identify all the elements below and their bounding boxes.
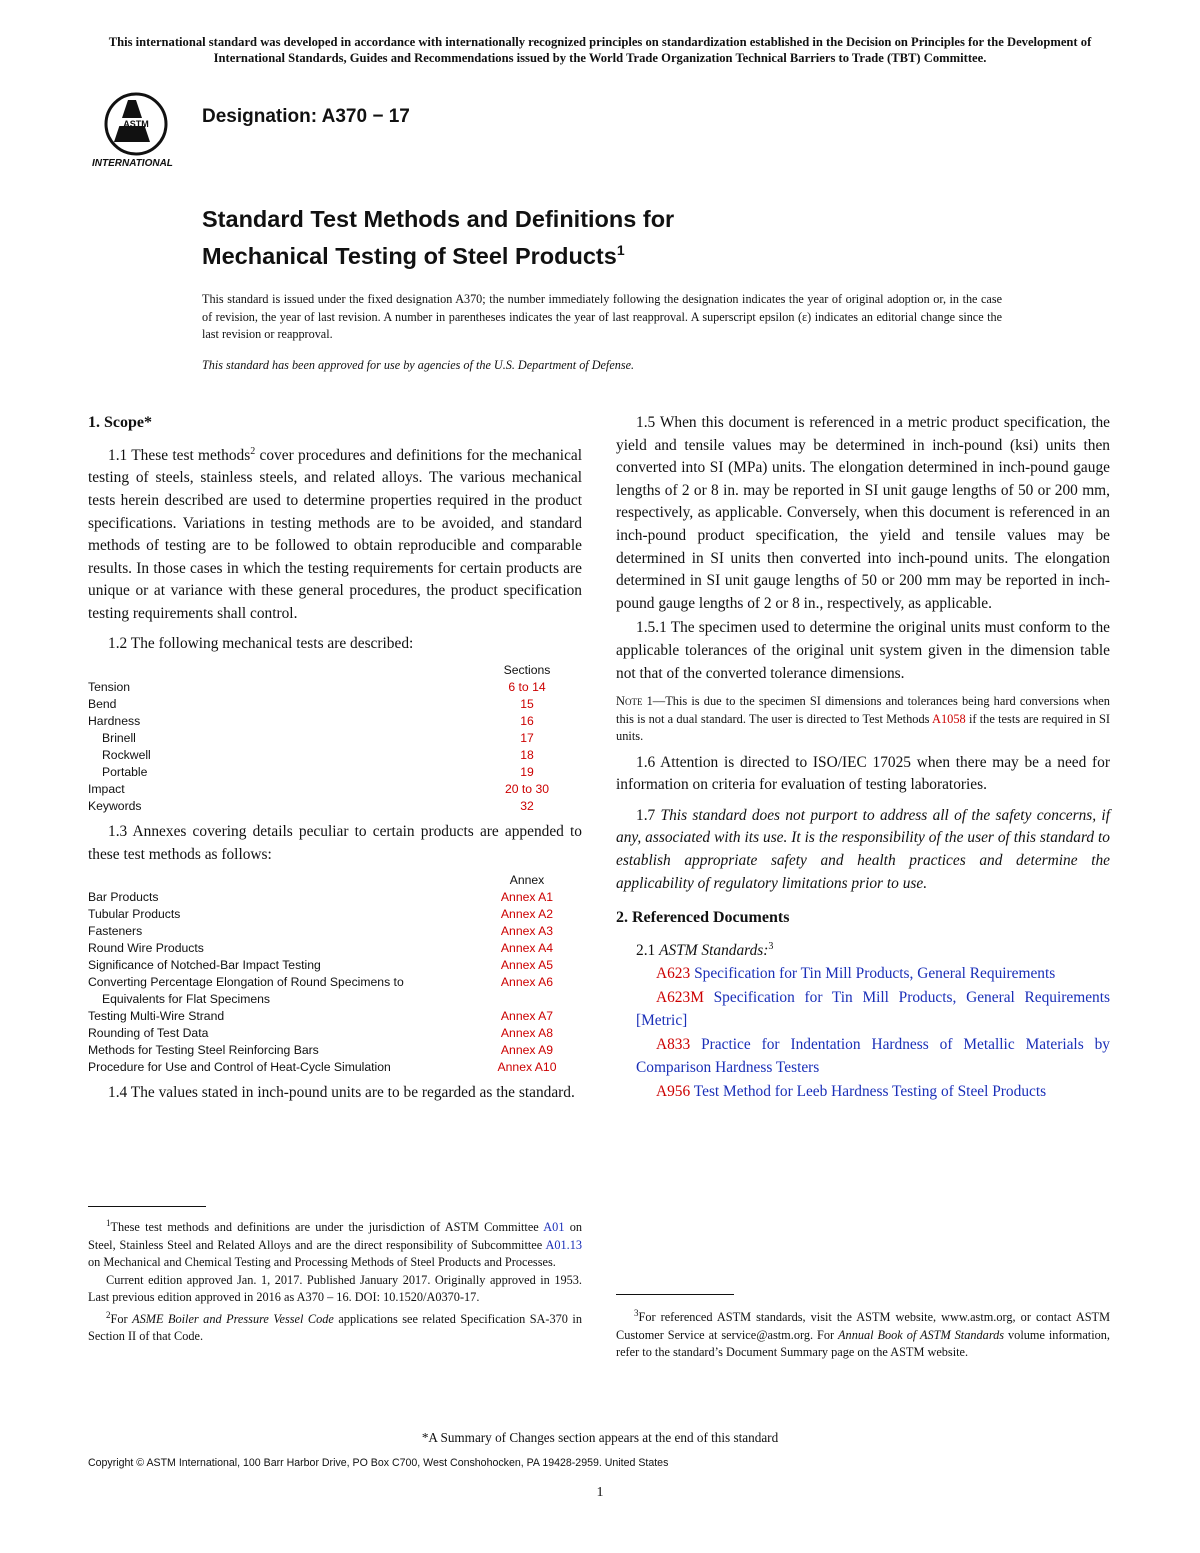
note-1: Note 1—This is due to the specimen SI dimensions and tolerances being hard conversions when this is not a dual standard. The user is directed to Test Methods A1058 if the tests are required in SI units. <box>616 694 1110 744</box>
footnotes-left <box>88 1206 582 1346</box>
annex-row <box>88 957 582 974</box>
annex-row <box>88 1008 582 1025</box>
reference-code-link[interactable]: A623 <box>656 964 691 982</box>
para-1-5-1: 1.5.1 The specimen used to determine the original units must conform to the applicable tolerances of the original unit system given in the dimension table not that of the converted tolerance dimensions. <box>616 619 1110 682</box>
reference-item <box>616 987 1110 1032</box>
annex-row <box>88 889 582 906</box>
para-1-4: 1.4 The values stated in inch-pound units are to be regarded as the standard. <box>108 1084 575 1102</box>
test-label: Rockwell <box>102 748 151 763</box>
approval-note: This standard has been approved for use by agencies of the U.S. Department of Defense. <box>202 358 635 372</box>
tests-header: Sections <box>503 663 551 678</box>
annex-row <box>88 906 582 923</box>
footnote-1: $^1$These test methods and definitions are under the jurisdiction of ASTM Committee A01 on Steel, Stainless Steel and Related Alloys and are the direct responsibility of Subcommittee A01.13 on Mechanical and Chemical Testing and Processing Methods of Steel Products and Processes. <box>88 1218 582 1270</box>
footnote-2: $^2$For ASME Boiler and Pressure Vessel Code applications see related Specification SA-370 in Section II of that Code. <box>88 1309 582 1344</box>
annex-label: Equivalents for Flat Specimens <box>102 992 270 1007</box>
link-a01-13[interactable]: A01.13 <box>545 1237 582 1252</box>
reference-code-link[interactable]: A623M <box>656 989 704 1007</box>
test-label: Impact <box>88 782 125 797</box>
designation: Designation: A370 − 17 <box>202 106 410 127</box>
left-column <box>88 412 582 1105</box>
test-section-link[interactable]: 17 <box>520 731 534 746</box>
title-line-2: Mechanical Testing of Steel Products <box>202 242 617 269</box>
test-label: Hardness <box>88 714 141 729</box>
astm-logo <box>90 90 190 170</box>
issue-note: This standard is issued under the fixed designation A370; the number immediately following the designation indicates the year of original adoption or, in the case of revision, the year of last revision. A number in parentheses indicates the year of last reapproval. A superscript epsilon (ε) indicates an editorial change since the last revision or reapproval. <box>202 292 1002 341</box>
test-section-link[interactable]: 19 <box>520 765 534 780</box>
annex-label: Significance of Notched-Bar Impact Testing <box>88 958 321 973</box>
tests-row <box>88 781 582 798</box>
summary-note: *A Summary of Changes section appears at the end of this standard <box>421 1430 779 1445</box>
reference-title-link[interactable]: Specification for Tin Mill Products, General Requirements <box>694 964 1056 982</box>
scope-heading: 1. Scope* <box>88 414 152 431</box>
annex-link[interactable]: Annex A4 <box>500 941 554 956</box>
reference-title-link[interactable]: Practice for Indentation Hardness of Metallic Materials by Comparison Hardness Testers <box>636 1036 1110 1076</box>
test-section-link[interactable]: 32 <box>520 799 534 814</box>
annex-table <box>88 872 582 1076</box>
annex-link[interactable]: Annex A1 <box>500 890 554 905</box>
para-1-6: 1.6 Attention is directed to ISO/IEC 17025 when there may be a need for information on criteria for evaluation of testing laboratories. <box>616 753 1110 794</box>
annex-label: Converting Percentage Elongation of Round Specimens to <box>88 975 404 990</box>
document-title <box>202 204 674 272</box>
reference-item <box>616 1081 1110 1104</box>
annex-label: Round Wire Products <box>88 941 204 956</box>
test-label: Keywords <box>88 799 142 814</box>
top-notice: This international standard was developed in accordance with internationally recognized principles on standardization established in the Decision on Principles for the Development of International Standards, Guides and Recommendations issued by the World Trade Organization Technical Barriers to Trade (TBT) Committee. <box>108 35 1092 65</box>
footnote-ref-3[interactable]: 3 <box>768 940 774 952</box>
tests-row <box>88 798 582 815</box>
annex-label: Fasteners <box>88 924 143 939</box>
test-section-link[interactable]: 16 <box>520 714 534 729</box>
annex-link[interactable]: Annex A5 <box>500 958 554 973</box>
annex-link[interactable]: Annex A9 <box>500 1043 554 1058</box>
link-a1058[interactable]: A1058 <box>932 711 966 726</box>
footnote-1-edition: Current edition approved Jan. 1, 2017. Published January 2017. Originally approved in 1953. Last previous edition approved in 2016 as A370 – 16. DOI: 10.1520/A0370-17. <box>88 1272 582 1305</box>
footnotes-right <box>616 1294 1110 1362</box>
reference-item <box>616 963 1110 986</box>
tests-row <box>88 764 582 781</box>
annex-label: Bar Products <box>88 890 159 905</box>
copyright: Copyright © ASTM International, 100 Barr Harbor Drive, PO Box C700, West Conshohocken, PA 19428-2959. United States <box>88 1457 669 1469</box>
annex-label: Procedure for Use and Control of Heat-Cycle Simulation <box>88 1060 391 1075</box>
reference-code-link[interactable]: A956 <box>656 1083 691 1101</box>
test-section-link[interactable]: 6 to 14 <box>508 680 546 695</box>
annex-header: Annex <box>509 873 545 888</box>
test-section-link[interactable]: 18 <box>520 748 534 763</box>
tests-row <box>88 730 582 747</box>
logo-letters: ASTM <box>123 119 149 129</box>
annex-link[interactable]: Annex A7 <box>500 1009 554 1024</box>
test-label: Bend <box>88 697 117 712</box>
annex-link[interactable]: Annex A10 <box>497 1060 557 1075</box>
footnote-ref-2[interactable]: 2 <box>250 445 256 457</box>
reference-code-link[interactable]: A833 <box>656 1036 691 1054</box>
tests-row <box>88 679 582 696</box>
reference-title-link[interactable]: Test Method for Leeb Hardness Testing of Steel Products <box>693 1083 1047 1101</box>
annex-label: Rounding of Test Data <box>88 1026 209 1041</box>
test-label: Tension <box>88 680 131 695</box>
para-2-1: 2.1 ASTM Standards:$^3$ <box>636 940 774 959</box>
page-number: 1 <box>596 1485 604 1500</box>
annex-row <box>88 940 582 957</box>
annex-label: Methods for Testing Steel Reinforcing Bars <box>88 1043 319 1058</box>
reference-item <box>616 1034 1110 1079</box>
annex-link[interactable]: Annex A6 <box>500 975 554 990</box>
tests-row <box>88 713 582 730</box>
annex-link[interactable]: Annex A8 <box>500 1026 554 1041</box>
tests-table <box>88 662 582 815</box>
link-a01[interactable]: A01 <box>543 1220 565 1235</box>
test-section-link[interactable]: 20 to 30 <box>504 782 550 797</box>
annex-row <box>88 974 582 991</box>
para-1-1: 1.1 These test methods$^2$ cover procedures and definitions for the mechanical testing of steels, stainless steels, and related alloys. The various mechanical tests herein described are used to determine properties required in the product specifications. Variations in testing methods are to be avoided, and standard methods of testing are to be followed to obtain reproducible and comparable results. In those cases in which the testing requirements for certain products are unique or at variance with these general procedures, the product specification testing requirements shall control. <box>88 445 583 622</box>
para-1-7: 1.7 This standard does not purport to address all of the safety concerns, if any, associated with its use. It is the responsibility of the user of this standard to establish appropriate safety and health practices and determine the applicability of regulatory limitations prior to use. <box>616 806 1110 892</box>
annex-row <box>88 923 582 940</box>
footnote-3: $^3$For referenced ASTM standards, visit the ASTM website, www.astm.org, or contact ASTM Customer Service at service@astm.org. For Annual Book of ASTM Standards volume information, refer to the standard’s Document Summary page on the ASTM website. <box>616 1308 1110 1360</box>
annex-row <box>88 1025 582 1042</box>
annex-row <box>88 1042 582 1059</box>
para-1-2: 1.2 The following mechanical tests are described: <box>108 635 414 653</box>
reference-title-link[interactable]: Specification for Tin Mill Products, General Requirements [Metric] <box>636 989 1110 1029</box>
para-1-3: 1.3 Annexes covering details peculiar to certain products are appended to these test methods as follows: <box>88 823 582 863</box>
para-1-5: 1.5 When this document is referenced in a metric product specification, the yield and tensile values may be determined in inch-pound (ksi) units then converted into SI (MPa) units. The elongation determined in inch-pound gauge lengths of 2 or 8 in. may be reported in SI unit gauge lengths of 50 or 200 mm, respectively, as applicable. Conversely, when this document is referenced in an inch-pound product specification, the yield and tensile values may be determined in SI units then converted into inch-pound units. The elongation determined in SI unit gauge lengths of 50 or 200 mm may be reported in inch-pound gauge lengths of 2 or 8 in., respectively, as applicable. <box>616 414 1110 612</box>
annex-row <box>88 991 582 1008</box>
referenced-heading: 2. Referenced Documents <box>616 909 790 927</box>
annex-link[interactable]: Annex A3 <box>500 924 554 939</box>
annex-link[interactable]: Annex A2 <box>500 907 554 922</box>
title-footnote-ref[interactable]: 1 <box>616 242 625 258</box>
annex-label: Tubular Products <box>88 907 181 922</box>
logo-word: INTERNATIONAL <box>92 158 173 169</box>
tests-row <box>88 747 582 764</box>
tests-row <box>88 696 582 713</box>
reference-list <box>616 963 1110 1105</box>
test-label: Portable <box>102 765 148 780</box>
annex-label: Testing Multi-Wire Strand <box>88 1009 225 1024</box>
test-label: Brinell <box>102 731 136 746</box>
title-line-1: Standard Test Methods and Definitions for <box>202 206 675 232</box>
annex-row <box>88 1059 582 1076</box>
test-section-link[interactable]: 15 <box>520 697 534 712</box>
annex-link <box>472 991 582 1008</box>
right-column <box>616 412 1110 1106</box>
